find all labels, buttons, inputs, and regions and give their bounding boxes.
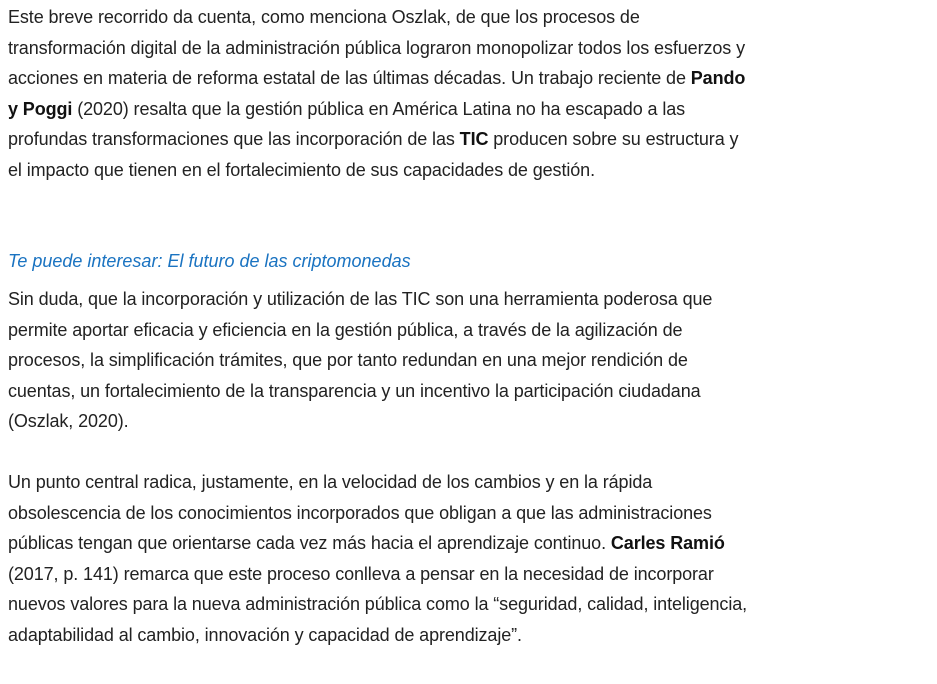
paragraph-text: (2017, p. 141) remarca que este proceso conlleva a pensar en la necesidad de incorporar nuevos valores para la nueva administración pública como la “seguridad, calidad, inteligencia, adaptabilidad al cambio, innovación y capacidad de aprendizaje”. bbox=[8, 563, 748, 645]
paragraph-text: (2020) resalta que la gestión pública en América Latina no ha escapado a las profundas transformaciones que las incorporación de las bbox=[8, 98, 686, 149]
related-prefix: Te puede interesar: bbox=[8, 251, 168, 271]
author-pando-poggi: Pando y Poggi bbox=[8, 68, 746, 119]
paragraph-text: Un punto central radica, justamente, en la velocidad de los cambios y en la rápida obsolescencia de los conocimientos incorporados que obligan a que las administraciones públicas tengan que orientarse cada vez más hacia el aprendizaje continuo. bbox=[8, 472, 712, 553]
paragraph-tic-tools bbox=[8, 284, 753, 437]
author-carles-ramio: Carles Ramió bbox=[610, 533, 725, 553]
related-article-link[interactable] bbox=[8, 251, 411, 271]
paragraph-text: Sin duda, que la incorporación y utilización de las TIC son una herramienta poderosa que permite aportar eficacia y eficiencia en la gestión pública, a través de la agilización de procesos, la simplificación trámites, que por tanto redundan en una mejor rendición de cuentas, un fortalecimiento de la transparencia y un incentivo la participación ciudadana (Oszlak, 2020). bbox=[8, 289, 713, 431]
paragraph-continuous-learning bbox=[8, 467, 753, 650]
related-article bbox=[8, 246, 753, 276]
related-title: El futuro de las criptomonedas bbox=[167, 251, 411, 271]
term-tic: TIC bbox=[459, 129, 489, 149]
paragraph-digital-transformation bbox=[8, 2, 753, 185]
paragraph-text: producen sobre su estructura y el impacto que tienen en el fortalecimiento de sus capacidades de gestión. bbox=[8, 129, 739, 180]
paragraph-text: Este breve recorrido da cuenta, como menciona Oszlak, de que los procesos de transformación digital de la administración pública lograron monopolizar todos los esfuerzos y acciones en materia de reforma estatal de las últimas décadas. Un trabajo reciente de bbox=[8, 7, 745, 88]
